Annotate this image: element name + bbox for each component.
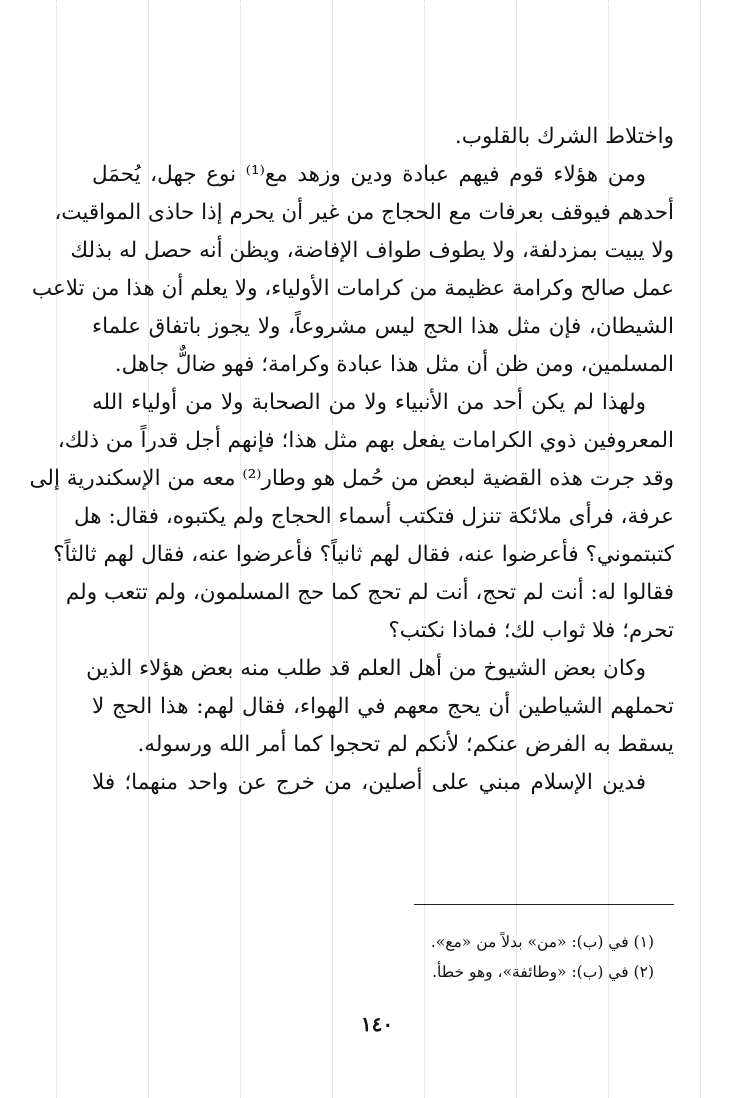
text-line: عمل صالح وكرامة عظيمة من كرامات الأولياء، ولا يعلم أن هذا من تلاعب (31, 276, 674, 301)
footnote-1: (١) في (ب): «من» بدلاً من «مع». (430, 933, 654, 951)
footnote-2: (٢) في (ب): «وطائفة»، وهو خطأ. (432, 963, 654, 981)
text-line: يسقط به الفرض عنكم؛ لأنكم لم تحجوا كما أمر الله ورسوله. (137, 732, 674, 757)
text-line: ومن هؤلاء قوم فيهم عبادة ودين وزهد مع⁽¹⁾ نوع جهل، يُحمَل (92, 162, 647, 187)
text-line: تحرم؛ فلا ثواب لك؛ فماذا نكتب؟ (388, 618, 674, 643)
text-line: ولا يبيت بمزدلفة، ولا يطوف طواف الإفاضة، ويظن أنه حصل له بذلك (70, 238, 674, 263)
text-line: فقالوا له: أنت لم تحج، أنت لم تحج كما حج المسلمون، ولم تتعب ولم (65, 580, 674, 605)
text-line: فدين الإسلام مبني على أصلين، من خرج عن واحد منهما؛ فلا (92, 770, 646, 795)
text-line: واختلاط الشرك بالقلوب. (454, 124, 674, 149)
text-line: تحملهم الشياطين أن يحج معهم في الهواء، فقال لهم: هذا الحج لا (92, 694, 674, 719)
text-line: عرفة، فرأى ملائكة تنزل فتكتب أسماء الحجاج ولم يكتبوه، فقال: هل (73, 504, 674, 529)
text-line: وكان بعض الشيوخ من أهل العلم قد طلب منه بعض هؤلاء الذين (86, 656, 646, 681)
text-line: كتبتموني؟ فأعرضوا عنه، فقال لهم ثانياً؟ فأعرضوا عنه، فقال لهم ثالثاً؟ (53, 542, 674, 567)
page-number: ١٤٠ (360, 1012, 394, 1036)
footnotes (92, 904, 674, 987)
text-line: أحدهم فيوقف بعرفات مع الحجاج من غير أن يحرم إذا حاذى المواقيت، (54, 200, 674, 225)
scan-guide-line (700, 0, 701, 1098)
footnote-rule (414, 904, 674, 905)
text-line: وقد جرت هذه القضية لبعض من حُمل هو وطار⁽²⁾ معه من الإسكندرية إلى (29, 466, 674, 491)
page-body (29, 118, 674, 802)
text-line: ولهذا لم يكن أحد من الأنبياء ولا من الصحابة ولا من أولياء الله (92, 390, 646, 415)
text-line: الشيطان، فإن مثل هذا الحج ليس مشروعاً، ولا يجوز باتفاق علماء (92, 314, 674, 339)
text-line: المسلمين، ومن ظن أن مثل هذا عبادة وكرامة؛ فهو ضالٌّ جاهل. (114, 352, 674, 377)
text-line: المعروفين ذوي الكرامات يفعل بهم مثل هذا؛ فإنهم أجل قدراً من ذلك، (57, 428, 674, 453)
